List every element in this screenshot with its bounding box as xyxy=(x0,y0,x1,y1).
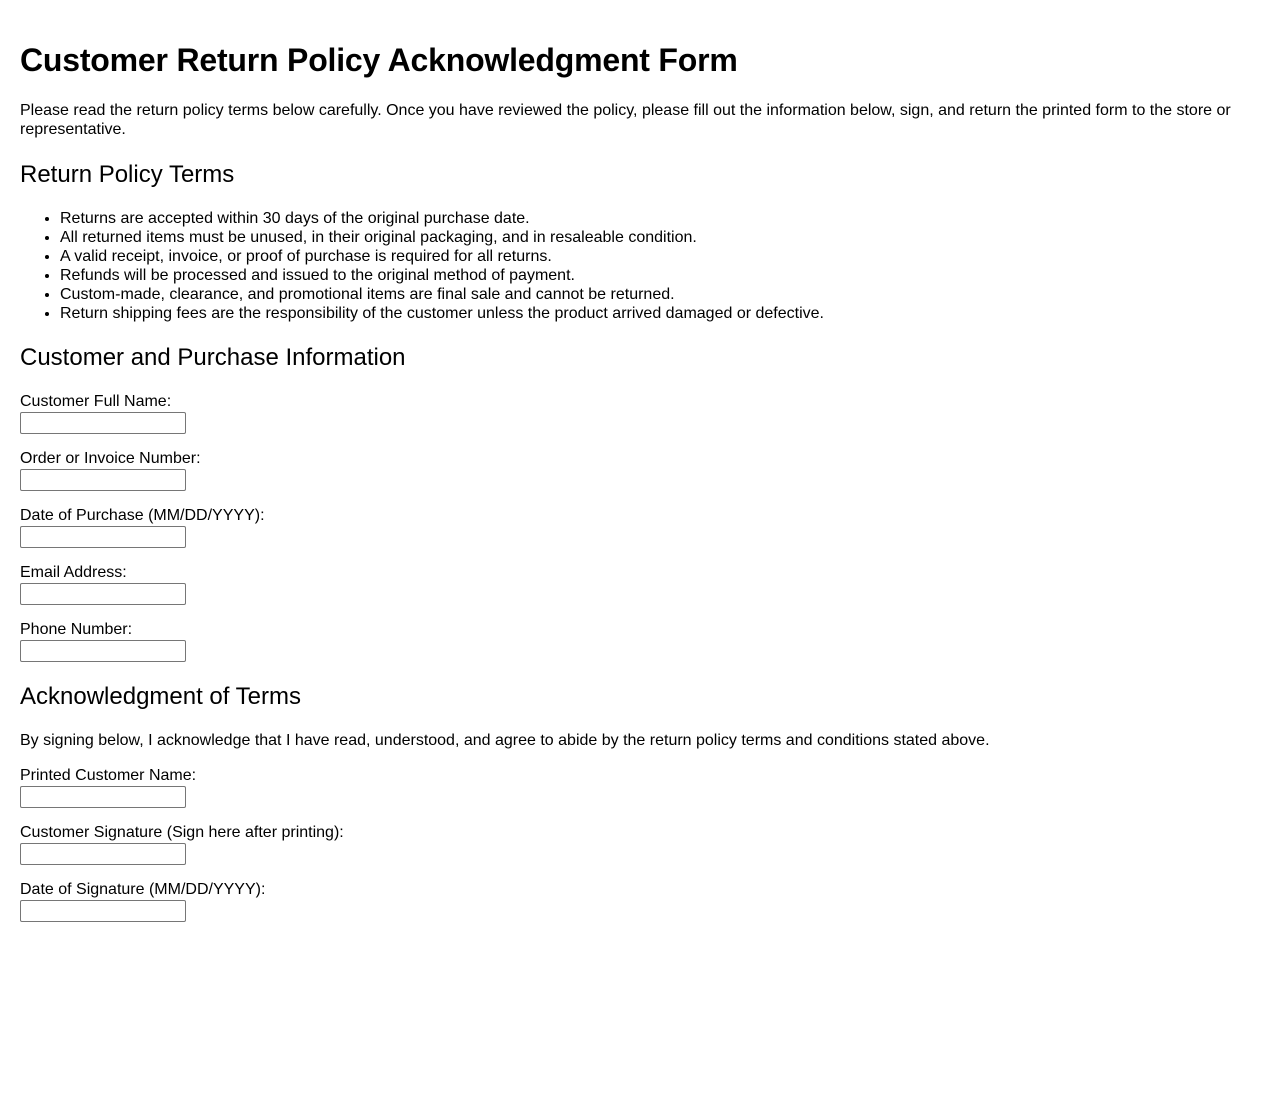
email-label: Email Address: xyxy=(20,564,127,581)
phone-input[interactable] xyxy=(20,640,186,662)
intro-text: Please read the return policy terms below carefully. Once you have reviewed the policy, please fill out the information below, sign, and return the printed form to the store or representative. xyxy=(20,102,1231,138)
page-title: Customer Return Policy Acknowledgment Form xyxy=(20,42,738,78)
field-signature xyxy=(20,823,1242,865)
info-heading: Customer and Purchase Information xyxy=(20,344,406,371)
order-number-input[interactable] xyxy=(20,469,186,491)
field-signature-date xyxy=(20,880,1242,922)
field-purchase-date xyxy=(20,506,1242,548)
customer-full-name-label: Customer Full Name: xyxy=(20,393,172,410)
order-number-label: Order or Invoice Number: xyxy=(20,450,201,467)
phone-label: Phone Number: xyxy=(20,621,133,638)
terms-list xyxy=(20,209,1242,323)
terms-list-item: • A valid receipt, invoice, or proof of purchase is required for all returns. xyxy=(60,247,1242,266)
signature-date-label: Date of Signature (MM/DD/YYYY): xyxy=(20,881,266,898)
signature-label: Customer Signature (Sign here after printing): xyxy=(20,824,344,841)
info-fields xyxy=(20,392,1242,662)
field-phone xyxy=(20,620,1242,662)
field-printed-name xyxy=(20,766,1242,808)
field-order-number xyxy=(20,449,1242,491)
purchase-date-input[interactable] xyxy=(20,526,186,548)
printed-name-label: Printed Customer Name: xyxy=(20,767,197,784)
customer-full-name-input[interactable] xyxy=(20,412,186,434)
acknowledgment-heading: Acknowledgment of Terms xyxy=(20,683,302,710)
terms-heading: Return Policy Terms xyxy=(20,161,235,188)
terms-list-item: • Refunds will be processed and issued to the original method of payment. xyxy=(60,266,1242,285)
terms-list-item: • Returns are accepted within 30 days of the original purchase date. xyxy=(60,209,1242,228)
terms-list-item: • Custom-made, clearance, and promotional items are final sale and cannot be returned. xyxy=(60,285,1242,304)
terms-list-item: • Return shipping fees are the responsibility of the customer unless the product arrived damaged or defective. xyxy=(60,304,1242,323)
terms-list-item: • All returned items must be unused, in their original packaging, and in resaleable condition. xyxy=(60,228,1242,247)
email-input[interactable] xyxy=(20,583,186,605)
acknowledgment-text: By signing below, I acknowledge that I have read, understood, and agree to abide by the return policy terms and conditions stated above. xyxy=(20,732,990,749)
field-email xyxy=(20,563,1242,605)
purchase-date-label: Date of Purchase (MM/DD/YYYY): xyxy=(20,507,265,524)
printed-name-input[interactable] xyxy=(20,786,186,808)
acknowledgment-fields xyxy=(20,766,1242,922)
signature-input[interactable] xyxy=(20,843,186,865)
field-customer-full-name xyxy=(20,392,1242,434)
signature-date-input[interactable] xyxy=(20,900,186,922)
